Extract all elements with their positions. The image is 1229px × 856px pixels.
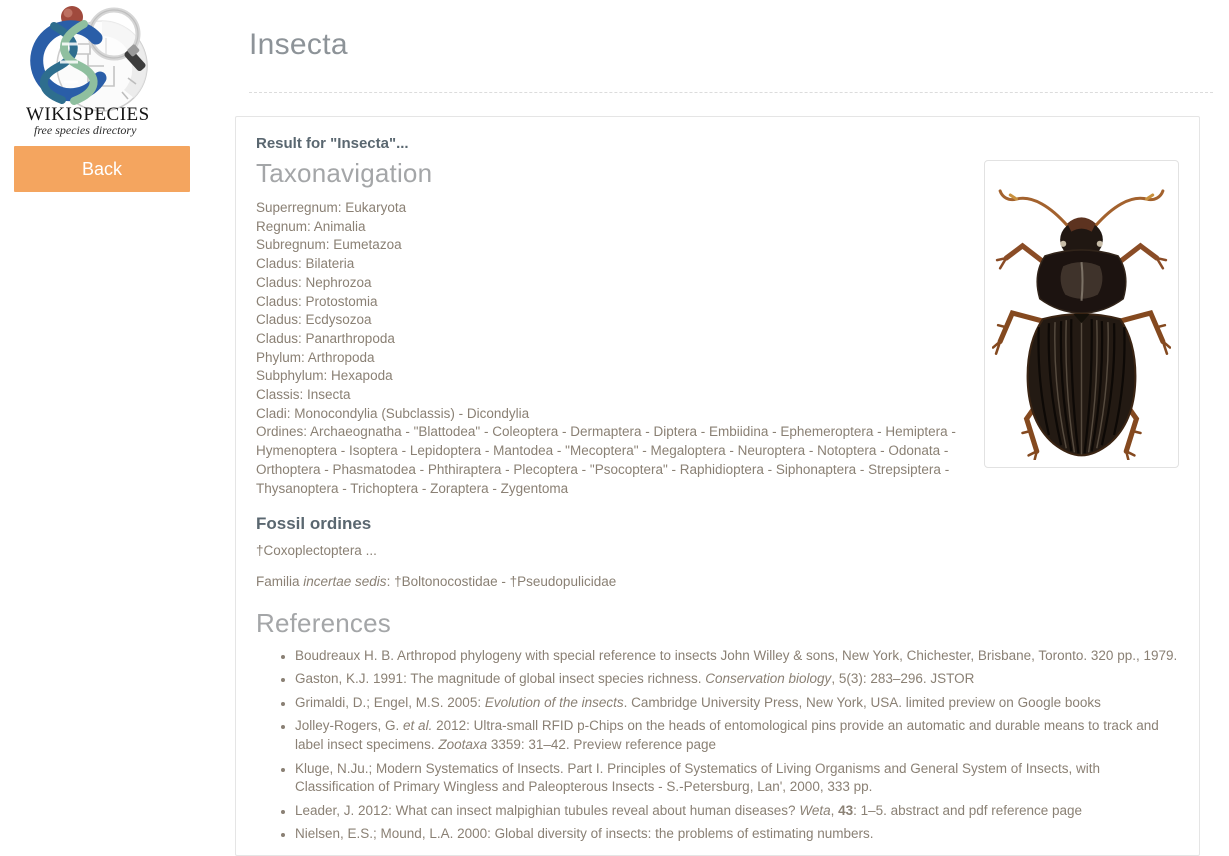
reference-item: • Boudreaux H. B. Arthropod phylogeny with special reference to insects John Willey & sons, New York, Chichester, Brisbane, Toronto. 320 pp., 1979. xyxy=(295,647,1179,666)
reference-item: • Leader, J. 2012: What can insect malpighian tubules reveal about human diseases? Weta, 43: 1–5. abstract and pdf reference page xyxy=(295,802,1179,821)
fossil-ordines-heading: Fossil ordines xyxy=(256,514,372,534)
taxonomy-line: Classis: Insecta xyxy=(256,387,351,403)
beetle-image xyxy=(992,168,1171,460)
taxonomy-line: Phylum: Arthropoda xyxy=(256,349,375,365)
taxonomy-line: Cladi: Monocondylia (Subclassis) - Dicondylia xyxy=(256,405,530,421)
taxonomy-line: Cladus: Bilateria xyxy=(256,256,355,272)
taxonomy-line: Cladus: Ecdysozoa xyxy=(256,312,372,328)
reference-item: • Kluge, N.Ju.; Modern Systematics of Insects. Part I. Principles of Systematics of Living Organisms and General System of Insects, with Classification of Primary Wingless and Paleopterous Insects - S.-Petersburg, Lan', 2000, 333 pp. xyxy=(295,760,1179,797)
taxonomy-line: Subregnum: Eumetazoa xyxy=(256,237,402,253)
fossil-familia-line: Familia incertae sedis: †Boltonocostidae - †Pseudopulicidae xyxy=(256,573,617,589)
reference-item: • Nielsen, E.S.; Mound, L.A. 2000: Global diversity of insects: the problems of estimating numbers. xyxy=(295,825,1179,844)
taxonomy-line: Regnum: Animalia xyxy=(256,218,366,234)
taxonomy-line: Cladus: Nephrozoa xyxy=(256,274,372,290)
ordines-line: Ordines: Archaeognatha - "Blattodea" - Coleoptera - Dermaptera - Diptera - Embiidina - Ephemeroptera - Hemiptera - Hymenoptera - Isoptera - Lepidoptera - Mantodea - "Mecoptera" - Megaloptera - Neuroptera - Notoptera - Odonata - Orthoptera - Phasmatodea - Phthiraptera - Plecoptera - "Psocoptera" - Raphidioptera - Siphonaptera - Strepsiptera - Thysanoptera - Trichoptera - Zoraptera - Zygentoma xyxy=(256,424,956,496)
reference-item: • Gaston, K.J. 1991: The magnitude of global insect species richness. Conservation biology, 5(3): 283–296. JSTOR xyxy=(295,670,1179,689)
taxonomy-line: Superregnum: Eukaryota xyxy=(256,200,407,215)
taxonomy-line: Cladus: Panarthropoda xyxy=(256,330,395,346)
wikispecies-logo-icon xyxy=(10,4,170,138)
fossil-coxoplectoptera-line: †Coxoplectoptera ... xyxy=(256,543,377,559)
reference-item: • Jolley-Rogers, G. et al. 2012: Ultra-small RFID p-Chips on the heads of entomological pins provide an automatic and durable means to track and label insect specimens. Zootaxa 3359: 31–42. Preview reference page xyxy=(295,717,1179,754)
logo-tagline-text: free species directory xyxy=(34,123,137,137)
logo-wordmark-text: WIKISPECIES xyxy=(26,104,150,125)
result-heading: Result for "Insecta"... xyxy=(256,135,409,152)
back-button[interactable]: Back xyxy=(14,146,190,192)
page-title: Insecta xyxy=(249,28,348,61)
references-list xyxy=(256,647,1179,844)
result-card xyxy=(235,116,1200,856)
title-divider xyxy=(249,92,1213,93)
taxonomy-line: Subphylum: Hexapoda xyxy=(256,368,393,384)
wikispecies-logo[interactable] xyxy=(10,4,170,138)
left-rail xyxy=(0,0,210,800)
specimen-image-box xyxy=(984,160,1179,468)
references-heading: References xyxy=(256,607,391,638)
taxonavigation-heading: Taxonavigation xyxy=(256,158,433,188)
reference-item: • Grimaldi, D.; Engel, M.S. 2005: Evolution of the insects. Cambridge University Press, New York, USA. limited preview on Google books xyxy=(295,694,1179,713)
taxonomy-line: Cladus: Protostomia xyxy=(256,293,378,309)
